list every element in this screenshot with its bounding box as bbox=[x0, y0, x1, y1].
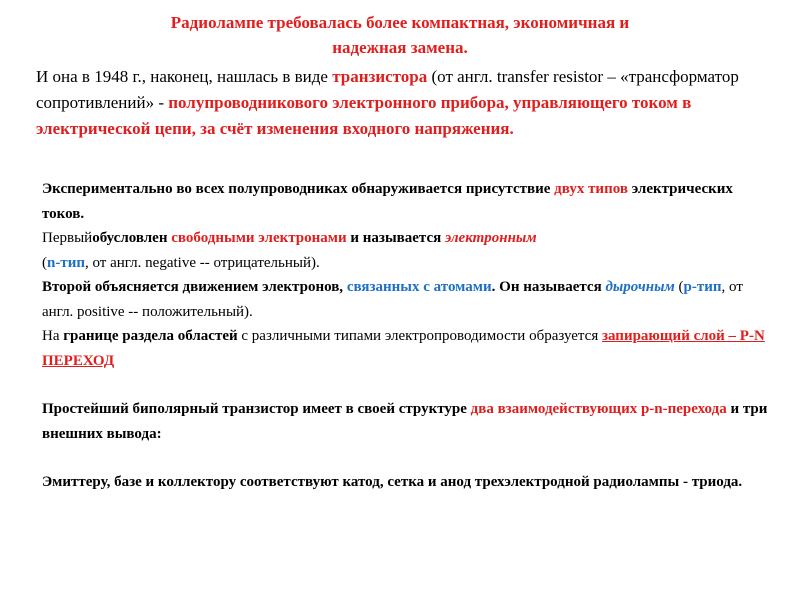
intro-transistor-term: транзистора bbox=[332, 67, 428, 86]
intro-text-2: (от англ. transfer resistor – «трансформатор сопротивлений» - bbox=[36, 67, 739, 112]
paragraph-second-type bbox=[42, 275, 772, 324]
p2-n-type: n-тип bbox=[47, 254, 85, 271]
slide-title bbox=[40, 10, 760, 60]
p4-pn-junction: запирающий слой – P-N ПЕРЕХОД bbox=[42, 328, 765, 369]
paragraph-experimental bbox=[42, 177, 772, 226]
p1-text-a: Экспериментально во всех полупроводниках обнаруживается присутствие bbox=[42, 181, 555, 197]
body-text bbox=[42, 177, 772, 495]
intro-text-1: И она в 1948 г., наконец, нашлась в виде bbox=[36, 67, 333, 86]
p4-text-a: На bbox=[42, 328, 64, 344]
p3-text-a: Второй объясняется движением электронов, bbox=[42, 279, 347, 295]
paragraph-boundary bbox=[42, 324, 772, 373]
p2-text-f: ( bbox=[42, 254, 47, 271]
title-line-1: Радиолампе требовалась более компактная, экономичная и bbox=[170, 13, 630, 32]
p3-bound-atoms: связанных с атомами bbox=[346, 279, 492, 295]
p4-boundary: границе раздела областей bbox=[63, 328, 238, 344]
p2-free-electrons: свободными электронами bbox=[171, 230, 347, 246]
paragraph-triode: Эмиттеру, базе и коллектору соответствуют катод, сетка и анод трехэлектродной радиолампы - триода. bbox=[42, 474, 743, 490]
p2-text-a: Первый bbox=[42, 230, 93, 246]
p5-two-junctions: два взаимодействующих p-n-перехода bbox=[470, 401, 727, 417]
p2-text-b: обусловлен bbox=[92, 230, 172, 246]
p3-text-e: ( bbox=[674, 279, 684, 295]
p2-text-h: , от англ. negative -- отрицательный). bbox=[85, 254, 320, 271]
p1-text-c: электрических токов. bbox=[42, 181, 733, 222]
paragraph-first-type bbox=[42, 226, 772, 275]
p3-text-g: , от англ. positive -- положительный). bbox=[42, 279, 743, 320]
p3-hole: дырочным bbox=[605, 279, 675, 295]
p3-p-type: р-тип bbox=[683, 279, 722, 295]
p5-text-c: и три внешних вывода: bbox=[42, 401, 768, 442]
title-line-2: надежная замена. bbox=[332, 38, 468, 57]
p2-text-d: и называется bbox=[346, 230, 445, 246]
p2-electronic: электронным bbox=[445, 230, 537, 246]
intro-paragraph bbox=[36, 64, 776, 142]
p5-text-a: Простейший биполярный транзистор имеет в своей структуре bbox=[42, 401, 471, 417]
p3-text-c: . Он называется bbox=[491, 279, 606, 295]
p4-text-c: с различными типами электропроводимости образуется bbox=[237, 328, 602, 344]
p1-two-types: двух типов bbox=[554, 181, 628, 197]
paragraph-bipolar bbox=[42, 397, 772, 446]
intro-definition: полупроводникового электронного прибора, управляющего током в электрической цепи, за счёт изменения входного напряжения. bbox=[36, 93, 692, 138]
